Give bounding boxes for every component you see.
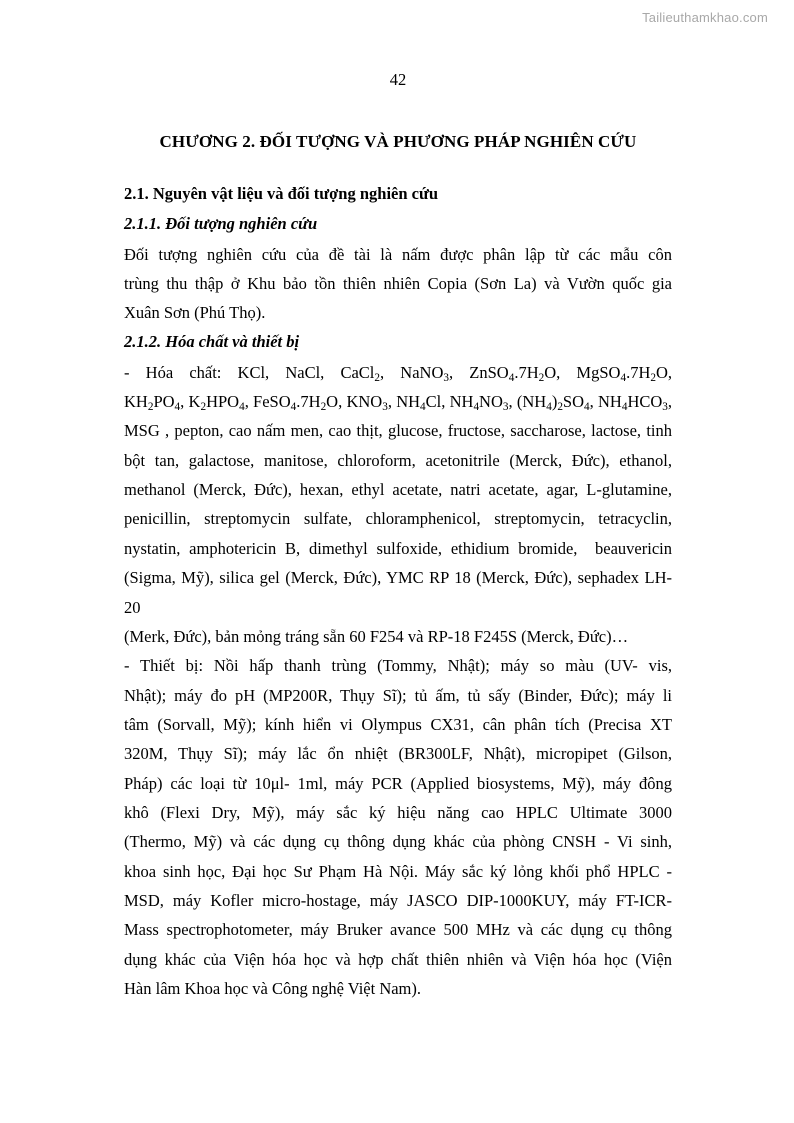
paragraph-chemicals [124, 358, 672, 652]
watermark-text: Tailieuthamkhao.com [642, 10, 768, 25]
text-line: 320M, Thụy Sĩ); máy lắc ổn nhiệt (BR300LF, Nhật), micropipet (Gilson, [124, 744, 672, 764]
text-line: (Merk, Đức), bản mỏng tráng sẵn 60 F254 và RP-18 F245S (Merck, Đức)… [124, 626, 629, 646]
text-line: Pháp) các loại từ 10μl- 1ml, máy PCR (Applied biosystems, Mỹ), máy đông [124, 773, 672, 793]
page-number: 42 [389, 70, 407, 89]
text-line: (Thermo, Mỹ) và các dụng cụ thông dụng khác của phòng CNSH - Vi sinh, [124, 832, 672, 852]
text-line: Nhật); máy đo pH (MP200R, Thụy Sĩ); tủ ấm, tủ sấy (Binder, Đức); máy li [124, 685, 672, 705]
text-line: penicillin, streptomycin sulfate, chloramphenicol, streptomycin, tetracyclin, [124, 509, 672, 529]
text-line: bột tan, galactose, manitose, chloroform, acetonitrile (Merck, Đức), ethanol, [124, 450, 672, 470]
text-line: tâm (Sorvall, Mỹ); kính hiển vi Olympus CX31, cân phân tích (Precisa XT [124, 714, 672, 734]
chapter-title: CHƯƠNG 2. ĐỐI TƯỢNG VÀ PHƯƠNG PHÁP NGHIÊN CỨU [159, 131, 637, 151]
text-line: Hàn lâm Khoa học và Công nghệ Việt Nam). [124, 979, 422, 999]
heading-section-2-1: 2.1. Nguyên vật liệu và đối tượng nghiên cứu [124, 183, 439, 203]
text-line: $KH_2PO_4$, $K_2HPO_4$, $FeSO_4.7H_2O$, $KNO_3$, $NH_4Cl$, $NH_4NO_3$, $(NH_4)_2SO_4$, $NH_4HCO_3$, [124, 392, 673, 413]
text-line: - Hóa chất: KCl, NaCl, CaCl$_2$, NaNO$_3$, $ZnSO_4.7H_2O$, $MgSO_4.7H_2O$, [124, 362, 673, 384]
heading-section-2-1-2: 2.1.2. Hóa chất và thiết bị [124, 331, 300, 351]
text-line: khô (Flexi Dry, Mỹ), máy sắc ký hiệu năng cao HPLC Ultimate 3000 [124, 803, 672, 823]
text-line: MSD, máy Kofler micro-hostage, máy JASCO DIP-1000KUY, máy FT-ICR- [124, 891, 672, 911]
heading-section-2-1-1: 2.1.1. Đối tượng nghiên cứu [124, 213, 318, 233]
paragraph-research-object [124, 240, 672, 328]
text-line: MSG , pepton, cao nấm men, cao thịt, glucose, fructose, saccharose, lactose, tinh [124, 421, 672, 441]
text-line: khoa sinh học, Đại học Sư Phạm Hà Nội. Máy sắc ký lỏng khối phổ HPLC - [124, 861, 672, 881]
text-line: Mass spectrophotometer, máy Bruker avance 500 MHz và các dụng cụ thông [124, 920, 672, 940]
text-line: (Sigma, Mỹ), silica gel (Merck, Đức), YMC RP 18 (Merck, Đức), sephadex LH-20 [124, 568, 672, 617]
text-line: - Thiết bị: Nồi hấp thanh trùng (Tommy, Nhật); máy so màu (UV- vis, [124, 656, 672, 676]
paragraph-equipment [124, 651, 672, 1003]
text-line: methanol (Merck, Đức), hexan, ethyl acetate, natri acetate, agar, L-glutamine, [124, 480, 672, 500]
page-content [124, 70, 672, 1004]
text-line: trùng thu thập ở Khu bảo tồn thiên nhiên Copia (Sơn La) và Vườn quốc gia [124, 274, 672, 293]
text-line: dụng khác của Viện hóa học và hợp chất thiên nhiên và Viện hóa học (Viện [124, 949, 672, 969]
text-line: nystatin, amphotericin B, dimethyl sulfoxide, ethidium bromide, beauvericin [124, 538, 672, 558]
text-line: Đối tượng nghiên cứu của đề tài là nấm được phân lập từ các mẫu côn [124, 244, 672, 264]
text-line: Xuân Sơn (Phú Thọ). [124, 303, 266, 323]
